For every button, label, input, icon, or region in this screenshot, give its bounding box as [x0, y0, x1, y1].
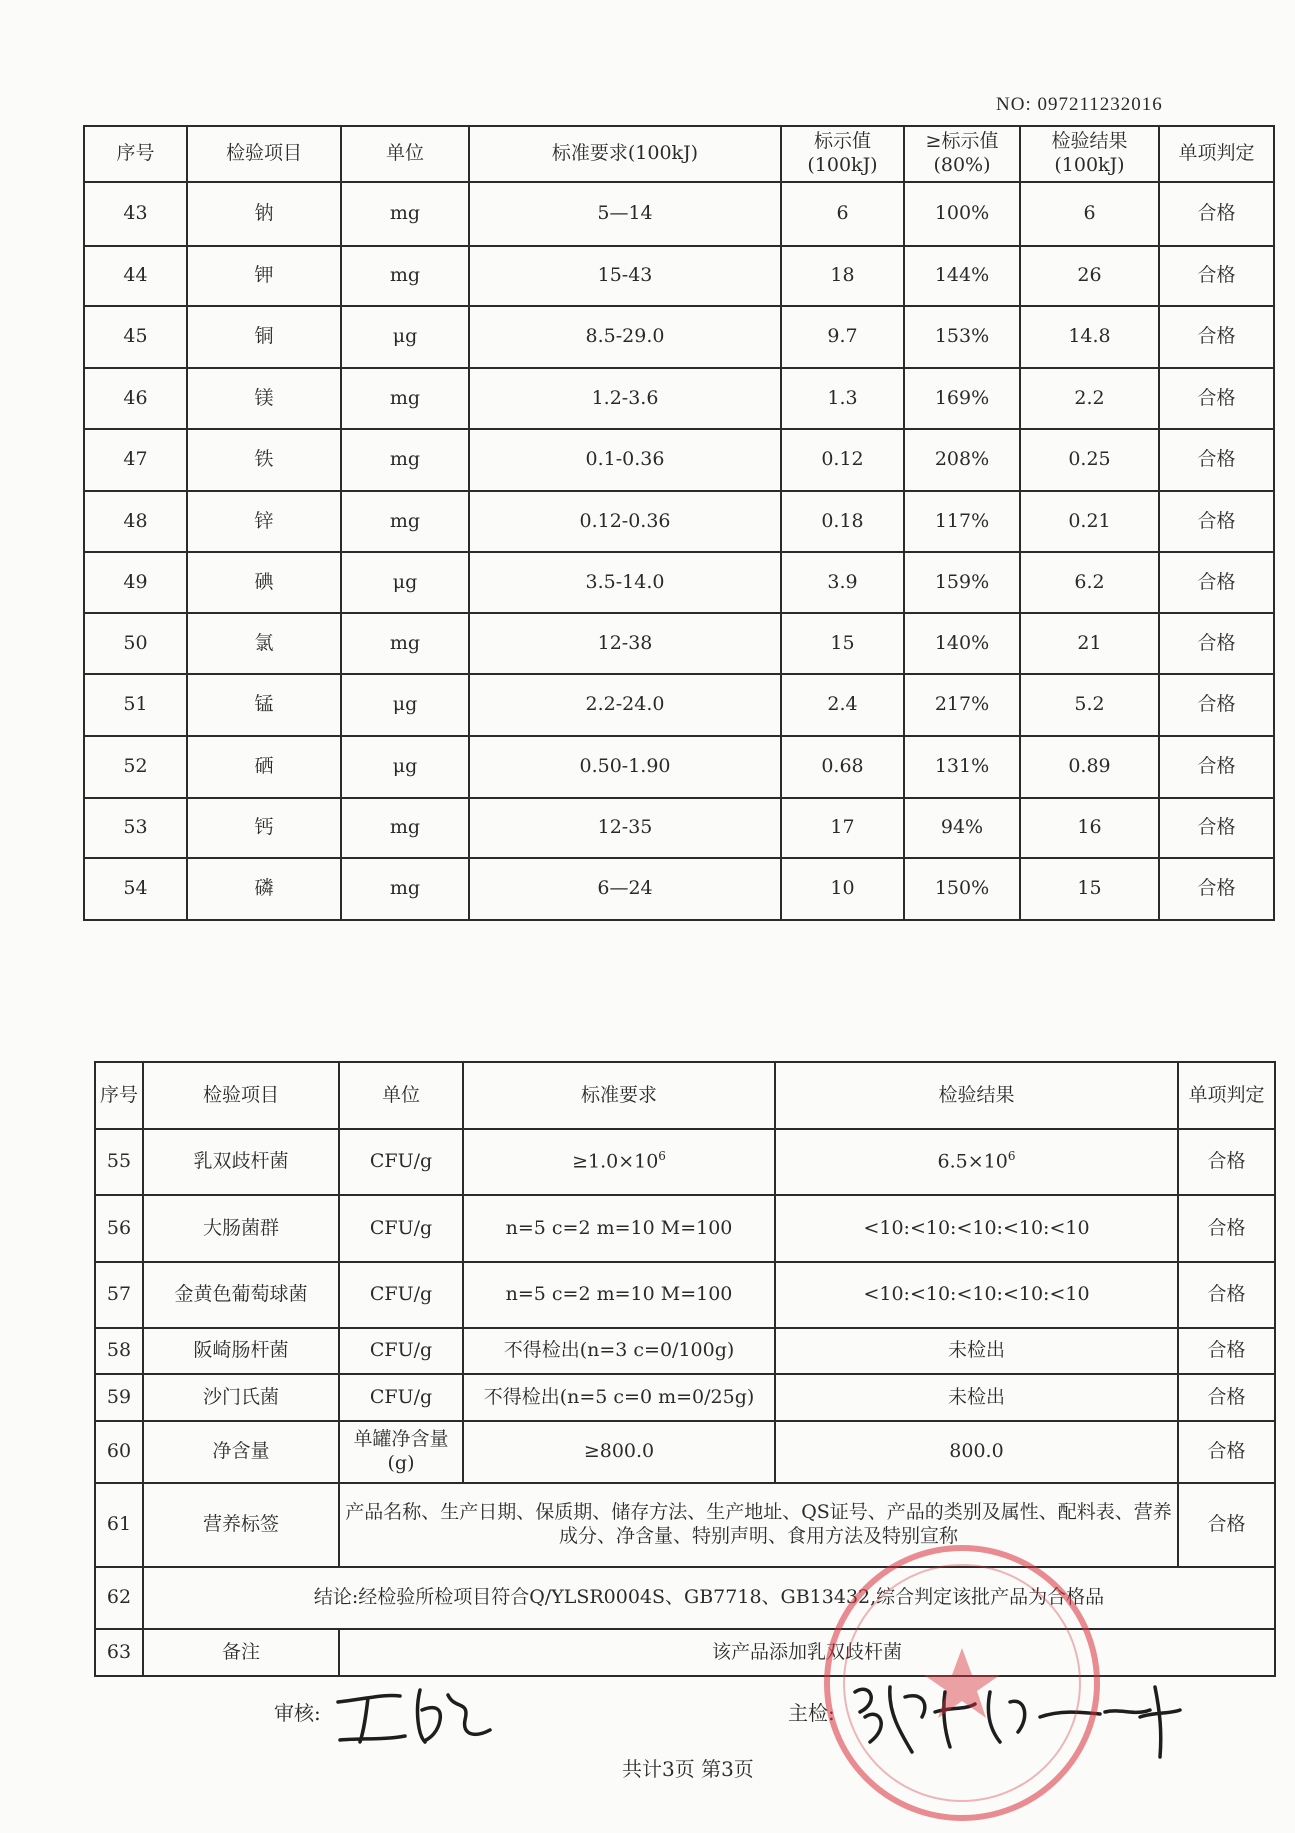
- row-number: 56: [95, 1195, 143, 1262]
- test-result: 16: [1020, 798, 1159, 858]
- standard-requirement: 12-38: [469, 613, 781, 674]
- standard-base: ≥1.0×10: [572, 1150, 659, 1173]
- column-header: 序号: [95, 1062, 143, 1129]
- standard-requirement: 2.2-24.0: [469, 674, 781, 736]
- test-result: 未检出: [775, 1374, 1178, 1421]
- reviewer-signature: [330, 1680, 495, 1750]
- verdict: 合格: [1159, 552, 1274, 613]
- row-number: 61: [95, 1483, 143, 1567]
- conclusion-text: 结论:经检验所检项目符合Q/YLSR0004S、GB7718、GB13432,综合判定该批产品为合格品: [143, 1567, 1275, 1629]
- test-item: 钾: [187, 246, 341, 306]
- unit: CFU/g: [339, 1328, 463, 1374]
- column-header: 单位: [341, 126, 469, 182]
- verdict: 合格: [1159, 674, 1274, 736]
- verdict: 合格: [1178, 1374, 1275, 1421]
- verdict: 合格: [1178, 1483, 1275, 1567]
- table-row: [95, 1129, 1275, 1195]
- standard-requirement: 0.50-1.90: [469, 736, 781, 798]
- table-row: [95, 1421, 1275, 1483]
- table-row: [84, 246, 1274, 306]
- test-result: 未检出: [775, 1328, 1178, 1374]
- labeled-value: 10: [781, 858, 904, 920]
- verdict: 合格: [1159, 613, 1274, 674]
- table-row: [84, 674, 1274, 736]
- test-result: 0.89: [1020, 736, 1159, 798]
- unit: μg: [341, 674, 469, 736]
- table-header-row: [84, 126, 1274, 182]
- unit: mg: [341, 613, 469, 674]
- unit: 单罐净含量 (g): [339, 1421, 463, 1483]
- column-header: 检验结果: [775, 1062, 1178, 1129]
- test-item: 大肠菌群: [143, 1195, 339, 1262]
- unit: mg: [341, 182, 469, 246]
- table-row: [95, 1328, 1275, 1374]
- test-item: 乳双歧杆菌: [143, 1129, 339, 1195]
- test-item: 硒: [187, 736, 341, 798]
- percent-of-label: 117%: [904, 491, 1020, 552]
- test-result: 0.25: [1020, 429, 1159, 491]
- verdict: 合格: [1159, 306, 1274, 368]
- unit: mg: [341, 798, 469, 858]
- row-number: 55: [95, 1129, 143, 1195]
- percent-of-label: 169%: [904, 368, 1020, 429]
- unit: mg: [341, 246, 469, 306]
- labeled-value: 6: [781, 182, 904, 246]
- standard-requirement: 0.12-0.36: [469, 491, 781, 552]
- test-item: 铜: [187, 306, 341, 368]
- standard-requirement: 6—24: [469, 858, 781, 920]
- standard-requirement: ≥800.0: [463, 1421, 775, 1483]
- mineral-results-table: [83, 125, 1275, 921]
- percent-of-label: 100%: [904, 182, 1020, 246]
- table-row: [95, 1195, 1275, 1262]
- test-result: 6.2: [1020, 552, 1159, 613]
- test-result: 0.21: [1020, 491, 1159, 552]
- standard-requirement: 0.1-0.36: [469, 429, 781, 491]
- column-header: 序号: [84, 126, 187, 182]
- test-item: 氯: [187, 613, 341, 674]
- unit: μg: [341, 306, 469, 368]
- column-header: 标准要求: [463, 1062, 775, 1129]
- row-number: 47: [84, 429, 187, 491]
- verdict: 合格: [1159, 491, 1274, 552]
- test-result: 6: [1020, 182, 1159, 246]
- table-row: [95, 1262, 1275, 1328]
- column-header: 检验结果 (100kJ): [1020, 126, 1159, 182]
- standard-requirement: [463, 1129, 775, 1195]
- test-result: <10:<10:<10:<10:<10: [775, 1195, 1178, 1262]
- reviewer-label: 审核:: [274, 1701, 321, 1725]
- test-result: <10:<10:<10:<10:<10: [775, 1262, 1178, 1328]
- standard-requirement: 5—14: [469, 182, 781, 246]
- verdict: 合格: [1159, 246, 1274, 306]
- unit: CFU/g: [339, 1129, 463, 1195]
- row-number: 60: [95, 1421, 143, 1483]
- row-number: 46: [84, 368, 187, 429]
- verdict: 合格: [1178, 1195, 1275, 1262]
- column-header: 标准要求(100kJ): [469, 126, 781, 182]
- table-row: [84, 368, 1274, 429]
- test-item: 阪崎肠杆菌: [143, 1328, 339, 1374]
- verdict: 合格: [1178, 1262, 1275, 1328]
- labeled-value: 0.12: [781, 429, 904, 491]
- test-item: 金黄色葡萄球菌: [143, 1262, 339, 1328]
- verdict: 合格: [1159, 858, 1274, 920]
- row-number: 63: [95, 1629, 143, 1676]
- percent-of-label: 94%: [904, 798, 1020, 858]
- labeled-value: 17: [781, 798, 904, 858]
- test-result: [775, 1129, 1178, 1195]
- test-item: 镁: [187, 368, 341, 429]
- inspection-seal: [812, 1533, 1112, 1833]
- percent-of-label: 140%: [904, 613, 1020, 674]
- remark-text: 该产品添加乳双歧杆菌: [339, 1629, 1275, 1676]
- row-number: 62: [95, 1567, 143, 1629]
- unit: CFU/g: [339, 1195, 463, 1262]
- document-number: NO: 097211232016: [996, 94, 1163, 115]
- unit: mg: [341, 858, 469, 920]
- page-footer: 共计3页 第3页: [622, 1757, 754, 1781]
- unit: CFU/g: [339, 1262, 463, 1328]
- column-header: 单位: [339, 1062, 463, 1129]
- test-result: 15: [1020, 858, 1159, 920]
- percent-of-label: 159%: [904, 552, 1020, 613]
- table-row: [84, 552, 1274, 613]
- test-item: 净含量: [143, 1421, 339, 1483]
- labeled-value: 15: [781, 613, 904, 674]
- unit: μg: [341, 552, 469, 613]
- row-number: 43: [84, 182, 187, 246]
- row-number: 59: [95, 1374, 143, 1421]
- row-number: 44: [84, 246, 187, 306]
- table-row: [84, 613, 1274, 674]
- column-header: 单项判定: [1178, 1062, 1275, 1129]
- table-row: [84, 736, 1274, 798]
- table-row: [84, 798, 1274, 858]
- table-row: [84, 429, 1274, 491]
- remark-label: 备注: [143, 1629, 339, 1676]
- table-row: [95, 1374, 1275, 1421]
- column-header: 检验项目: [143, 1062, 339, 1129]
- column-header: ≥标示值 (80%): [904, 126, 1020, 182]
- result-base: 6.5×10: [937, 1150, 1008, 1173]
- row-number: 54: [84, 858, 187, 920]
- table-header-row: [95, 1062, 1275, 1129]
- test-result: 5.2: [1020, 674, 1159, 736]
- standard-requirement: 8.5-29.0: [469, 306, 781, 368]
- row-number: 51: [84, 674, 187, 736]
- test-result: 21: [1020, 613, 1159, 674]
- verdict: 合格: [1178, 1421, 1275, 1483]
- unit: mg: [341, 368, 469, 429]
- test-item: 锰: [187, 674, 341, 736]
- test-result: 26: [1020, 246, 1159, 306]
- verdict: 合格: [1159, 368, 1274, 429]
- standard-requirement: 15-43: [469, 246, 781, 306]
- table-row: [84, 182, 1274, 246]
- verdict: 合格: [1178, 1129, 1275, 1195]
- standard-requirement: 不得检出(n=3 c=0/100g): [463, 1328, 775, 1374]
- unit: CFU/g: [339, 1374, 463, 1421]
- row-number: 53: [84, 798, 187, 858]
- row-number: 57: [95, 1262, 143, 1328]
- labeled-value: 1.3: [781, 368, 904, 429]
- verdict: 合格: [1178, 1328, 1275, 1374]
- percent-of-label: 208%: [904, 429, 1020, 491]
- labeled-value: 0.68: [781, 736, 904, 798]
- test-result: 800.0: [775, 1421, 1178, 1483]
- unit: μg: [341, 736, 469, 798]
- unit: mg: [341, 491, 469, 552]
- test-item: 钠: [187, 182, 341, 246]
- standard-requirement: n=5 c=2 m=10 M=100: [463, 1262, 775, 1328]
- percent-of-label: 144%: [904, 246, 1020, 306]
- test-item: 锌: [187, 491, 341, 552]
- column-header: 标示值 (100kJ): [781, 126, 904, 182]
- row-number: 45: [84, 306, 187, 368]
- verdict: 合格: [1159, 736, 1274, 798]
- percent-of-label: 150%: [904, 858, 1020, 920]
- test-result: 14.8: [1020, 306, 1159, 368]
- test-item: 营养标签: [143, 1483, 339, 1567]
- column-header: 检验项目: [187, 126, 341, 182]
- table-row: [84, 306, 1274, 368]
- standard-requirement: 1.2-3.6: [469, 368, 781, 429]
- percent-of-label: 131%: [904, 736, 1020, 798]
- unit: mg: [341, 429, 469, 491]
- verdict: 合格: [1159, 182, 1274, 246]
- test-item: 沙门氏菌: [143, 1374, 339, 1421]
- table-row: [84, 858, 1274, 920]
- test-result: 2.2: [1020, 368, 1159, 429]
- standard-requirement: 3.5-14.0: [469, 552, 781, 613]
- labeled-value: 18: [781, 246, 904, 306]
- row-number: 52: [84, 736, 187, 798]
- standard-exponent: 6: [658, 1149, 666, 1164]
- row-number: 50: [84, 613, 187, 674]
- label-requirements: 产品名称、生产日期、保质期、储存方法、生产地址、QS证号、产品的类别及属性、配料表、营养成分、净含量、特别声明、食用方法及特别宣称: [339, 1483, 1178, 1567]
- row-number: 58: [95, 1328, 143, 1374]
- labeled-value: 3.9: [781, 552, 904, 613]
- standard-requirement: 12-35: [469, 798, 781, 858]
- verdict: 合格: [1159, 429, 1274, 491]
- test-item: 钙: [187, 798, 341, 858]
- test-item: 碘: [187, 552, 341, 613]
- percent-of-label: 217%: [904, 674, 1020, 736]
- table-row: [84, 491, 1274, 552]
- test-item: 铁: [187, 429, 341, 491]
- percent-of-label: 153%: [904, 306, 1020, 368]
- column-header: 单项判定: [1159, 126, 1274, 182]
- row-number: 49: [84, 552, 187, 613]
- labeled-value: 9.7: [781, 306, 904, 368]
- standard-requirement: 不得检出(n=5 c=0 m=0/25g): [463, 1374, 775, 1421]
- labeled-value: 2.4: [781, 674, 904, 736]
- row-number: 48: [84, 491, 187, 552]
- test-item: 磷: [187, 858, 341, 920]
- result-exponent: 6: [1007, 1149, 1016, 1164]
- inspector-label: 主检:: [788, 1701, 835, 1725]
- verdict: 合格: [1159, 798, 1274, 858]
- standard-requirement: n=5 c=2 m=10 M=100: [463, 1195, 775, 1262]
- labeled-value: 0.18: [781, 491, 904, 552]
